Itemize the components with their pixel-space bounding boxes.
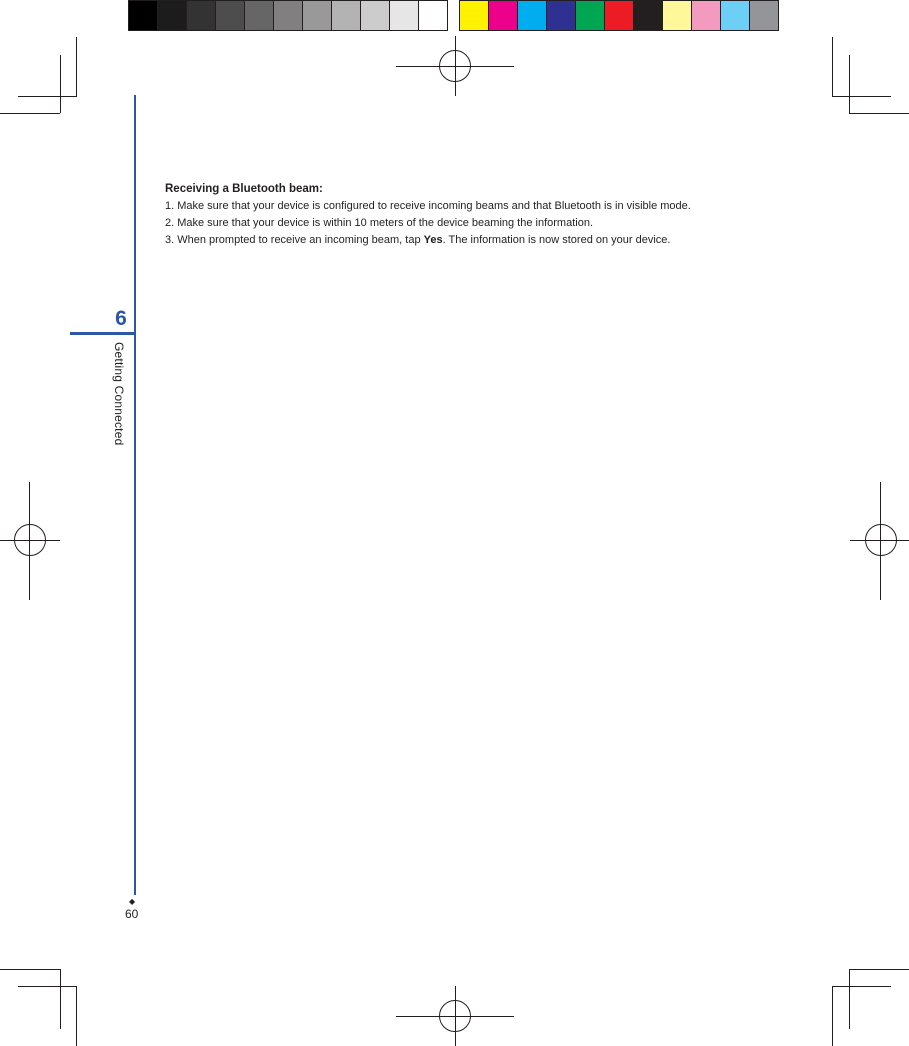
process-swatch-8 [662,0,692,31]
grayscale-swatch-8 [331,0,361,31]
step-3-text-after: . The information is now stored on your device. [442,234,671,246]
page-diamond-icon: ◆ [129,897,136,906]
process-swatch-4 [546,0,576,31]
grayscale-swatch-5 [244,0,274,31]
grayscale-swatch-11 [418,0,448,31]
grayscale-swatch-7 [302,0,332,31]
step-2: 2. Make sure that your device is within 10 meters of the device beaming the information. [165,217,593,229]
process-swatch-1 [459,0,489,31]
chapter-tab-bar [70,332,135,335]
section-heading: Receiving a Bluetooth beam: [165,183,323,195]
process-swatch-7 [633,0,663,31]
section-content [165,181,865,249]
grayscale-swatch-9 [360,0,390,31]
grayscale-swatch-4 [215,0,245,31]
grayscale-swatch-10 [389,0,419,31]
process-color-bar [459,0,778,31]
process-swatch-5 [575,0,605,31]
step-1: 1. Make sure that your device is configured to receive incoming beams and that Bluetooth is in visible mode. [165,200,691,212]
yes-emphasis: Yes [423,234,443,246]
chapter-number: 6 [115,307,127,330]
grayscale-swatch-6 [273,0,303,31]
page-number: 60 [125,907,139,921]
grayscale-swatch-2 [157,0,187,31]
process-swatch-11 [749,0,779,31]
process-swatch-9 [691,0,721,31]
step-3 [165,232,865,249]
grayscale-swatch-1 [128,0,158,31]
process-swatch-10 [720,0,750,31]
process-swatch-2 [488,0,518,31]
process-swatch-3 [517,0,547,31]
grayscale-swatch-3 [186,0,216,31]
chapter-rail-line [134,95,136,895]
process-swatch-6 [604,0,634,31]
grayscale-color-bar [128,0,447,31]
chapter-title: Getting Connected [112,342,126,446]
step-3-text-before: 3. When prompted to receive an incoming beam, tap [165,234,424,246]
